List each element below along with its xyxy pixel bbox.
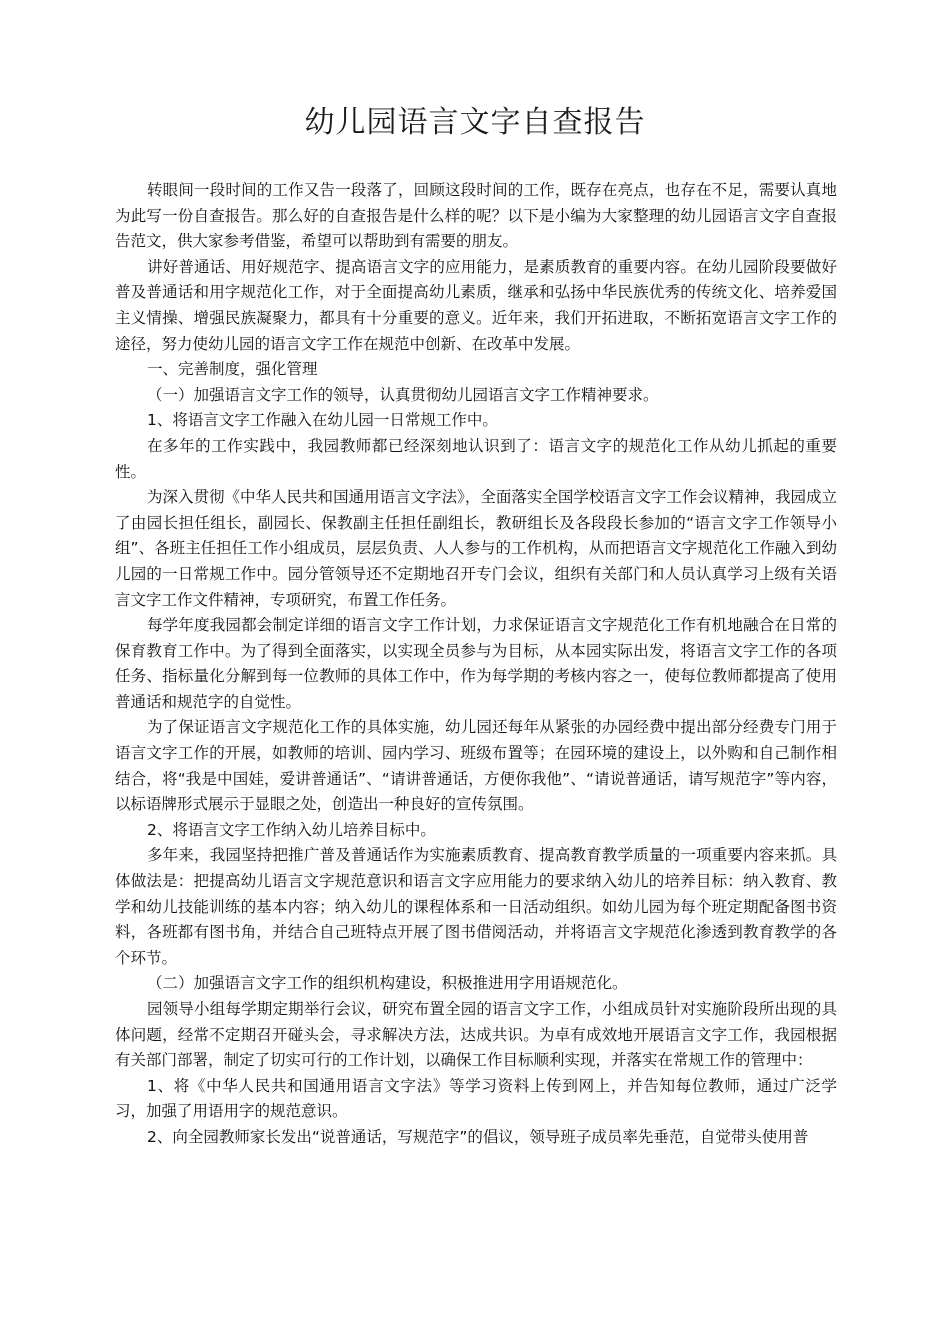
- body-paragraph: 为深入贯彻《中华人民共和国通用语言文字法》，全面落实全国学校语言文字工作会议精神，我园成立了由园长担任组长，副园长、保教副主任担任副组长，教研组长及各段段长参加的“语言文字工作领导小组”、各班主任担任工作小组成员，层层负责、人人参与的工作机构，从而把语言文字规范化工作融入到幼儿园的一日常规工作中。园分管领导还不定期地召开专门会议，组织有关部门和人员认真学习上级有关语言文字工作文件精神，专项研究，布置工作任务。: [115, 488, 837, 609]
- subsection-heading-2: （二）加强语言文字工作的组织机构建设，积极推进用字用语规范化。: [147, 974, 628, 993]
- body-paragraph: 多年来，我园坚持把推广普及普通话作为实施素质教育、提高教育教学质量的一项重要内容来抓。具体做法是：把提高幼儿语言文字规范意识和语言文字应用能力的要求纳入幼儿的培养目标：纳入教育、教学和幼儿技能训练的基本内容；纳入幼儿的课程体系和一日活动组织。如幼儿园为每个班定期配备图书资料，各班都有图书角，并结合自己班特点开展了图书借阅活动，并将语言文字规范化渗透到教育教学的各个环节。: [115, 846, 837, 967]
- list-item: 1、将《中华人民共和国通用语言文字法》等学习资料上传到网上，并告知每位教师，通过广泛学习，加强了用语用字的规范意识。: [115, 1076, 837, 1121]
- body-paragraph: 园领导小组每学期定期举行会议，研究布置全园的语言文字工作，小组成员针对实施阶段所出现的具体问题，经常不定期召开碰头会，寻求解决方法，达成共识。为卓有成效地开展语言文字工作，我园根据有关部门部署，制定了切实可行的工作计划，以确保工作目标顺利实现，并落实在常规工作的管理中：: [115, 1000, 837, 1070]
- list-item: 2、向全园教师家长发出“说普通话，写规范字”的倡议，领导班子成员率先垂范，自觉带头使用普: [147, 1127, 809, 1146]
- item-heading-1: 1、将语言文字工作融入在幼儿园一日常规工作中。: [147, 411, 498, 430]
- body-paragraph: 在多年的工作实践中，我园教师都已经深刻地认识到了：语言文字的规范化工作从幼儿抓起的重要性。: [115, 436, 837, 481]
- intro-paragraph: 转眼间一段时间的工作又告一段落了，回顾这段时间的工作，既存在亮点，也存在不足，需要认真地为此写一份自查报告。那么好的自查报告是什么样的呢？以下是小编为大家整理的幼儿园语言文字自查报告范文，供大家参考借鉴，希望可以帮助到有需要的朋友。: [115, 181, 837, 251]
- body-paragraph: 每学年度我园都会制定详细的语言文字工作计划，力求保证语言文字规范化工作有机地融合在日常的保育教育工作中。为了得到全面落实，以实现全员参与为目标，从本园实际出发，将语言文字工作的各项任务、指标量化分解到每一位教师的具体工作中，作为每学期的考核内容之一，使每位教师都提高了使用普通话和规范字的自觉性。: [115, 616, 837, 711]
- body-paragraph: 为了保证语言文字规范化工作的具体实施，幼儿园还每年从紧张的办园经费中提出部分经费专门用于语言文字工作的开展，如教师的培训、园内学习、班级布置等；在园环境的建设上，以外购和自己制作相结合，将“我是中国娃，爱讲普通话”、“请讲普通话，方便你我他”、“请说普通话，请写规范字”等内容，以标语牌形式展示于显眼之处，创造出一种良好的宣传氛围。: [115, 718, 837, 814]
- subsection-heading-1: （一）加强语言文字工作的领导，认真贯彻幼儿园语言文字工作精神要求。: [147, 385, 659, 404]
- document-body: [115, 178, 837, 1151]
- section-heading-1: 一、完善制度，强化管理: [147, 360, 318, 379]
- page-title: 幼儿园语言文字自查报告: [304, 105, 646, 140]
- item-heading-2: 2、将语言文字工作纳入幼儿培养目标中。: [147, 820, 436, 839]
- background-paragraph: 讲好普通话、用好规范字、提高语言文字的应用能力，是素质教育的重要内容。在幼儿园阶段要做好普及普通话和用字规范化工作，对于全面提高幼儿素质，继承和弘扬中华民族优秀的传统文化、培养爱国主义情操、增强民族凝聚力，都具有十分重要的意义。近年来，我们开拓进取，不断拓宽语言文字工作的途径，努力使幼儿园的语言文字工作在规范中创新、在改革中发展。: [115, 257, 837, 353]
